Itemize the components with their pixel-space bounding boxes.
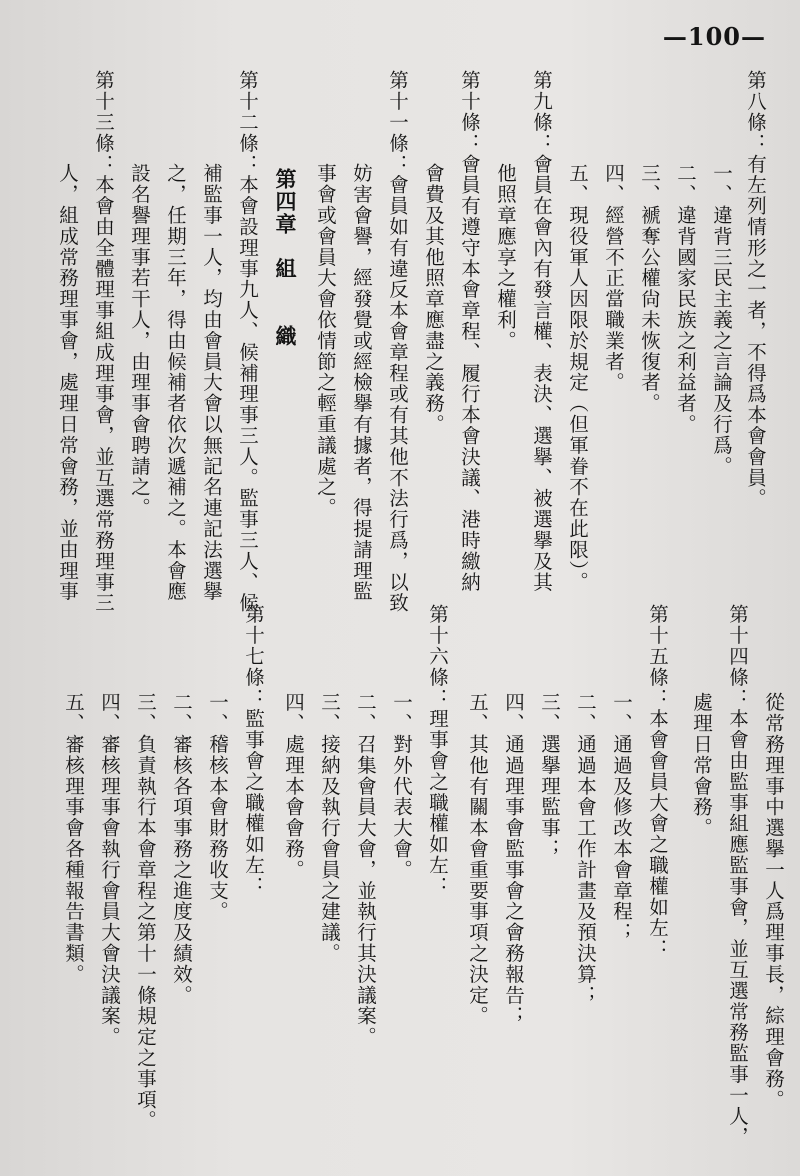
article-8-item-1: 一、違背三民主義之言論及行爲。 — [710, 163, 733, 477]
article-8-item-3: 三、褫奪公權尙未恢復者。 — [638, 163, 661, 414]
article-17-item-5: 五、審核理事會各種報告書類。 — [62, 692, 85, 985]
article-12-line-1: 第十二條：本會設理事九人、候補理事三人。監事三人、候 — [236, 70, 259, 614]
article-10-line-1: 第十條：會員有遵守本會章程、履行本會決議、港時繳納 — [458, 70, 481, 593]
article-10-line-2: 會費及其他照章應盡之義務。 — [422, 163, 445, 435]
article-12-line-3: 之，任期三年，得由候補者依次遞補之。本會應 — [164, 163, 187, 602]
article-14-line-2: 處理日常會務。 — [690, 692, 713, 839]
article-17-item-2: 二、審核各項事務之進度及績效。 — [170, 692, 193, 1006]
article-11-line-2: 妨害會譽，經發覺或經檢擧有據者，得提請理監 — [350, 163, 373, 602]
article-12-line-4: 設名譽理事若干人，由理事會聘請之。 — [128, 163, 151, 519]
article-11-line-1: 第十一條：會員如有違反本會章程或有其他不法行爲，以致 — [386, 70, 409, 614]
article-13-line-2: 人，組成常務理事會，處理日常會務，並由理事 — [56, 163, 79, 602]
article-9-line-2: 他照章應享之權利。 — [494, 163, 517, 352]
article-8-item-5: 五、現役軍人因限於規定（但軍眷不在此限）。 — [566, 163, 589, 593]
article-16-item-1: 一、對外代表大會。 — [390, 692, 413, 881]
article-17-item-1: 一、稽核本會財務收支。 — [206, 692, 229, 922]
article-13-line-1: 第十三條：本會由全體理事組成理事會，並互選常務理事三 — [92, 70, 115, 614]
article-12-line-2: 補監事一人，均由會員大會以無記名連記法選擧 — [200, 163, 223, 602]
article-15-heading: 第十五條：本會會員大會之職權如左： — [646, 604, 669, 960]
article-8-item-2: 二、違背國家民族之利益者。 — [674, 163, 697, 435]
article-8-heading: 第八條：有左列情形之一者，不得爲本會會員。 — [744, 70, 767, 509]
article-16-item-3: 三、接納及執行會員之建議。 — [318, 692, 341, 964]
article-16-heading: 第十六條：理事會之職權如左： — [426, 604, 449, 897]
chapter-4-heading: 第四章 組 織 — [273, 168, 298, 348]
article-15-item-3: 三、選擧理監事； — [538, 692, 561, 860]
article-16-item-2: 二、召集會員大會，並執行其決議案。 — [354, 692, 377, 1048]
article-8-item-4: 四、經營不正當職業者。 — [602, 163, 625, 393]
article-9-line-1: 第九條：會員在會內有發言權、表決、選擧、被選擧及其 — [530, 70, 553, 593]
article-16-item-4: 四、處理本會會務。 — [282, 692, 305, 881]
article-17-item-3: 三、負責執行本會章程之第十一條規定之事項。 — [134, 692, 157, 1131]
article-17-item-4: 四、審核理事會執行會員大會決議案。 — [98, 692, 121, 1048]
article-15-item-2: 二、通過本會工作計畫及預決算； — [574, 692, 597, 1006]
article-17-heading: 第十七條：監事會之職權如左： — [242, 604, 265, 897]
article-11-line-3: 事會或會員大會依情節之輕重議處之。 — [314, 163, 337, 519]
article-14-line-1: 第十四條：本會由監事組應監事會，並互選常務監事一人， — [726, 604, 749, 1148]
page-number: —100— — [662, 22, 766, 51]
article-15-item-4: 四、通過理事會監事會之會務報告； — [502, 692, 525, 1027]
article-13-line-3: 從常務理事中選擧一人爲理事長，綜理會務。 — [762, 692, 785, 1110]
article-15-item-5: 五、其他有關本會重要事項之決定。 — [466, 692, 489, 1027]
article-15-item-1: 一、通過及修改本會章程； — [610, 692, 633, 943]
